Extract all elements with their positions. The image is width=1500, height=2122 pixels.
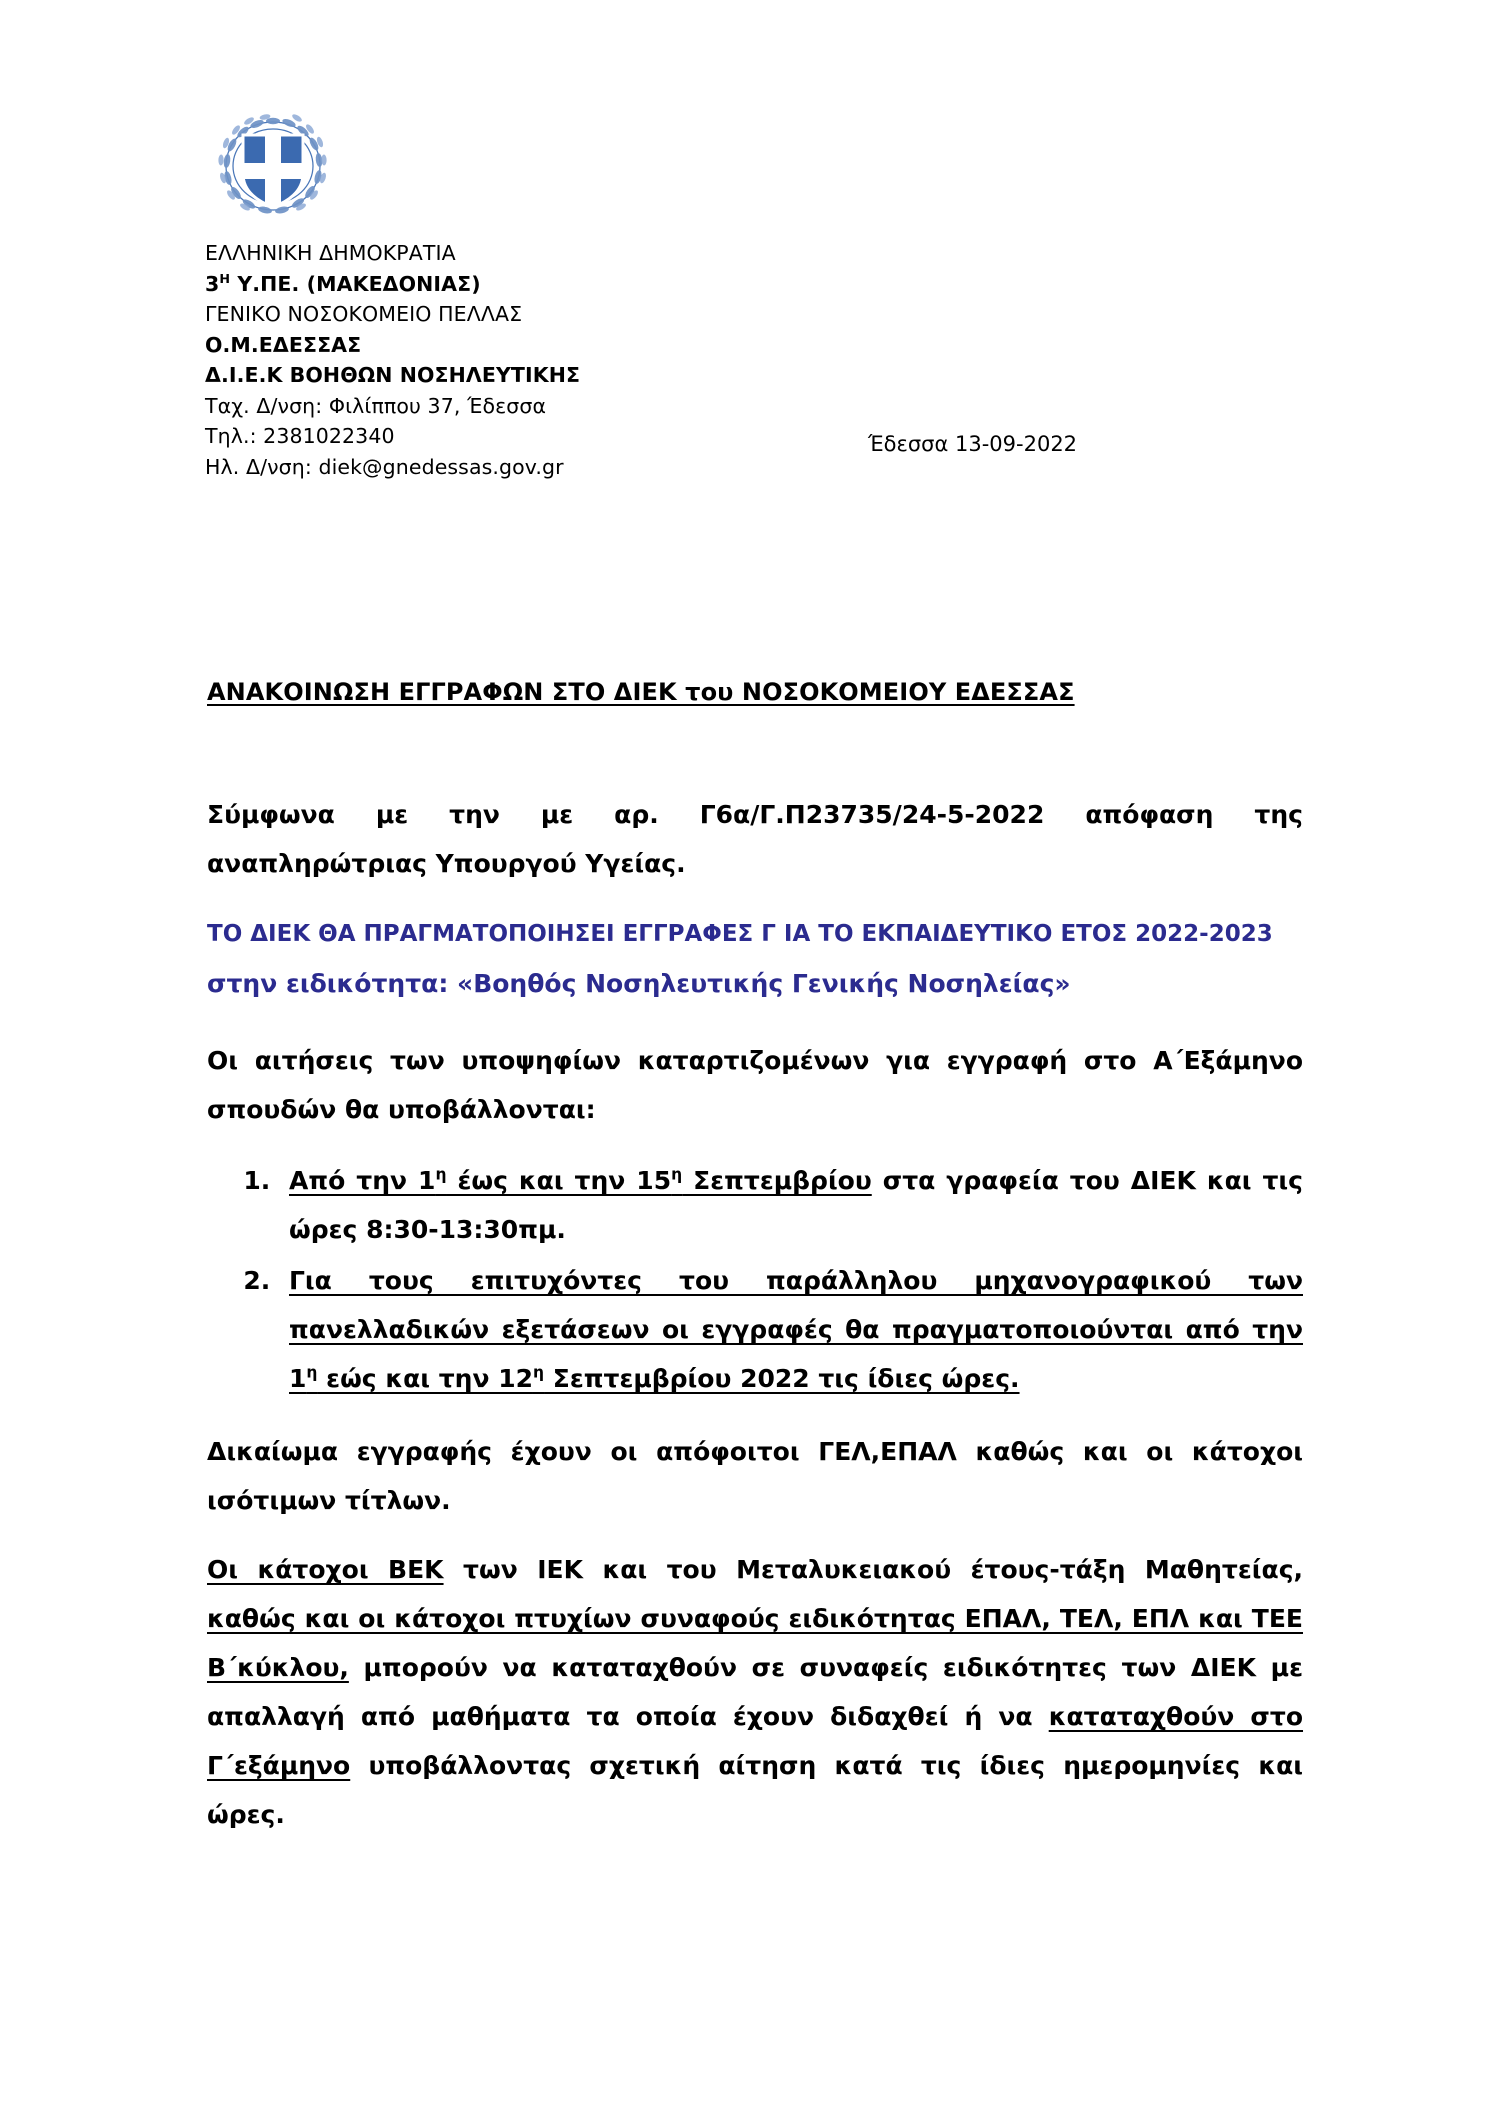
paragraph-eligibility: Δικαίωμα εγγραφής έχουν οι απόφοιτοι ΓΕΛ,ΕΠΑΛ καθώς και οι κάτοχοι ισότιμων τίτλων. [207, 1437, 1303, 1515]
org-line-phone: Τηλ.: 2381022340 [205, 424, 395, 448]
org-line-postal-address: Ταχ. Δ/νση: Φιλίππου 37, Έδεσσα [205, 393, 547, 418]
list-item-1-underlined-range: Από την $1^\eta$ έως και την $15^\eta$ Σεπτεμβρίου [289, 1165, 872, 1195]
greek-coat-of-arms-icon [213, 108, 333, 220]
list-item-general-dates [279, 1156, 1303, 1254]
org-line-country: ΕΛΛΗΝΙΚΗ ΔΗΜΟΚΡΑΤΙΑ [205, 241, 456, 265]
paragraph-legal-basis: Σύμφωνα με την με αρ. Γ6α/Γ.Π23735/24-5-2022 απόφαση της αναπληρώτριας Υπουργού Υγείας. [207, 800, 1303, 878]
ordinal-suffix: Η [219, 270, 231, 286]
plain-text-placement: μπορούν να καταταχθούν σε συναφείς ειδικότητες των ΔΙΕΚ με απαλλαγή από μαθήματα τα οποία έχουν διδαχθεί ή να [207, 1653, 1303, 1731]
org-line-email: Ηλ. Δ/νση: diek@gnedessas.gov.gr [205, 454, 564, 479]
organization-address-block [205, 238, 965, 482]
paragraph-transfer-credits [207, 1545, 1303, 1839]
ordinal-suffix: η [671, 1165, 683, 1184]
announcement-line-1: ΤΟ ΔΙΕΚ ΘΑ ΠΡΑΓΜΑΤΟΠΟΙΗΣΕΙ ΕΓΓΡΑΦΕΣ Γ ΙΑ ΤΟ ΕΚΠΑΙΔΕΥΤΙΚΟ ΕΤΟΣ 2022-2023 [207, 921, 1273, 947]
paragraph-applications-intro: Οι αιτήσεις των υποψηφίων καταρτιζομένων για εγγραφή στο Α΄Εξάμηνο σπουδών θα υποβάλλονται: [207, 1046, 1303, 1124]
plain-text-closing: υποβάλλοντας σχετική αίτηση κατά τις ίδιες ημερομηνίες και ώρες. [207, 1751, 1303, 1829]
letterhead [205, 108, 965, 482]
underlined-third-semester: καταταχθούν στο Γ΄εξάμηνο [207, 1702, 1304, 1780]
org-line-hospital: ΓΕΝΙΚΟ ΝΟΣΟΚΟΜΕΙΟ ΠΕΛΛΑΣ [205, 302, 523, 326]
enrollment-dates-list [207, 1156, 1303, 1403]
underlined-bek-holders: Οι κάτοχοι ΒΕΚ [207, 1555, 444, 1584]
plain-text-iek: των ΙΕΚ και του Μεταλυκειακού έτους-τάξη Μαθητείας, [443, 1555, 1304, 1584]
ordinal-suffix: η [435, 1165, 447, 1184]
org-line-school: Δ.Ι.Ε.Κ ΒΟΗΘΩΝ ΝΟΣΗΛΕΥΤΙΚΗΣ [205, 363, 581, 387]
ordinal-suffix: η [532, 1363, 545, 1382]
underlined-equivalent-degrees: καθώς και οι κάτοχοι πτυχίων συναφούς ειδικότητας ΕΠΑΛ, ΤΕΛ, ΕΠΛ και ΤΕΕ Β΄κύκλου, [207, 1604, 1303, 1682]
page-title: ΑΝΑΚΟΙΝΩΣΗ ΕΓΓΡΑΦΩΝ ΣΤΟ ΔΙΕΚ του ΝΟΣΟΚΟΜΕΙΟΥ ΕΔΕΣΣΑΣ [207, 678, 1075, 706]
paragraph-announcement-highlight [207, 910, 1303, 1010]
org-line-unit: Ο.Μ.ΕΔΕΣΣΑΣ [205, 332, 362, 357]
list-item-1-rest: στα γραφεία του ΔΙΕΚ και τις ώρες 8:30-13:30πμ. [289, 1166, 1303, 1244]
announcement-line-2: στην ειδικότητα: «Βοηθός Νοσηλευτικής Γενικής Νοσηλείας» [207, 969, 1071, 998]
list-item-parallel-mechanografiko: 2. Για τους επιτυχόντες του παράλληλου μηχανογραφικού των πανελλαδικών εξετάσεων οι εγγραφές θα πραγματοποιούνται από την $1^\eta$ εώς και την $12^\eta$ Σεπτεμβρίου 2022 τις ίδιες ώρες. [279, 1256, 1303, 1403]
org-line-health-region: $3^H$ Υ.ΠΕ. (ΜΑΚΕΔΟΝΙΑΣ) [205, 270, 481, 296]
document-body [207, 678, 1303, 1861]
ordinal-suffix: η [306, 1363, 318, 1382]
place-and-date: Έδεσσα 13-09-2022 [868, 432, 1078, 456]
